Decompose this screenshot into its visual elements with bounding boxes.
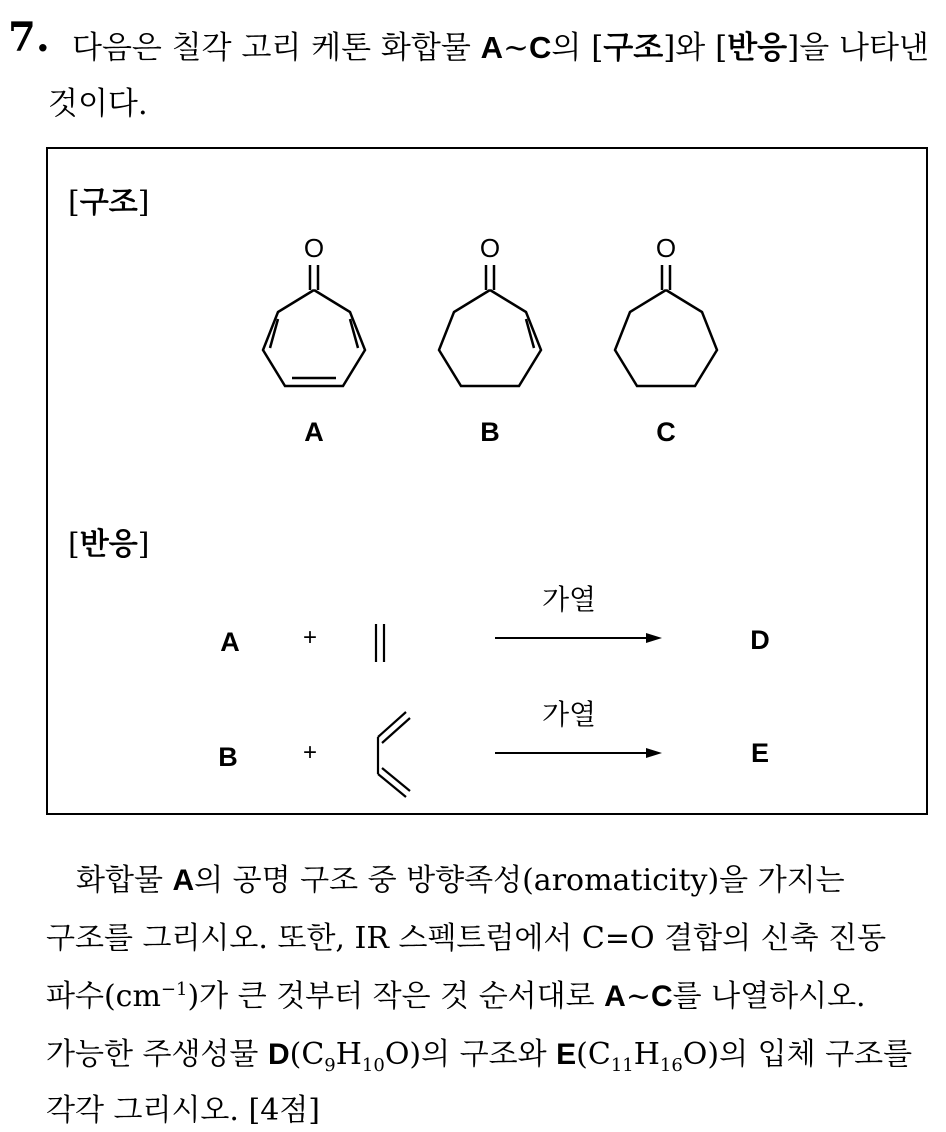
compound-c-structure [615,233,717,447]
reaction-1-reactant: A [220,627,240,657]
butadiene-structure [378,712,410,797]
question-number: 7. [8,14,50,61]
reaction-1-condition: 가열 [541,583,597,616]
reaction-2-plus: + [302,739,318,766]
paragraph-line2: 구조를 그리시오. 또한, IR 스펙트럼에서 C=O 결합의 신축 진동 [46,921,887,956]
compound-a-oxygen: O [303,233,325,263]
reaction-2-arrow [495,748,662,758]
question-text-line2: 것이다. [48,86,148,122]
reaction-1-arrow [495,633,662,643]
reaction-2-reactant: B [218,742,238,772]
compound-a-structure [263,233,365,447]
paragraph-line3: 파수$(cm^{-1})$가 큰 것부터 작은 것 순서대로 A~C를 나열하시오. [46,979,866,1014]
ethylene-structure [376,624,384,662]
compound-a-label: A [304,417,324,447]
reaction-2-condition: 가열 [541,698,597,731]
compound-b-label: B [480,417,500,447]
compound-b-structure [439,233,541,447]
reaction-section-label: [반응] [68,527,150,562]
compound-a-ref: A [480,30,504,65]
structure-section-label: [구조] [68,185,150,220]
content-box [46,147,928,815]
compound-c-ref: C [529,30,552,65]
paragraph-line4: 가능한 주생성물 $D(C_9H_{10}O)$의 구조와 $E(C_{11}H_{16}O)$의 입체 구조를 [46,1037,913,1076]
reaction-1-plus: + [302,624,318,651]
compound-c-label: C [656,417,676,447]
compound-c-oxygen: O [655,233,677,263]
reaction-2 [218,698,769,797]
compound-b-oxygen: O [479,233,501,263]
paragraph-line1: 화합물 A의 공명 구조 중 방향족성(aromaticity)을 가지는 [76,863,845,898]
question-text-line1: 다음은 칠각 고리 케톤 화합물 A~C의 [구조]와 [반응]을 나타낸 [72,30,929,66]
reaction-2-product: E [750,738,770,768]
paragraph-line5: 각각 그리시오. [4점] [46,1093,320,1128]
reaction-1 [220,583,770,662]
reaction-1-product: D [750,625,770,655]
structures-diagram [48,149,928,815]
